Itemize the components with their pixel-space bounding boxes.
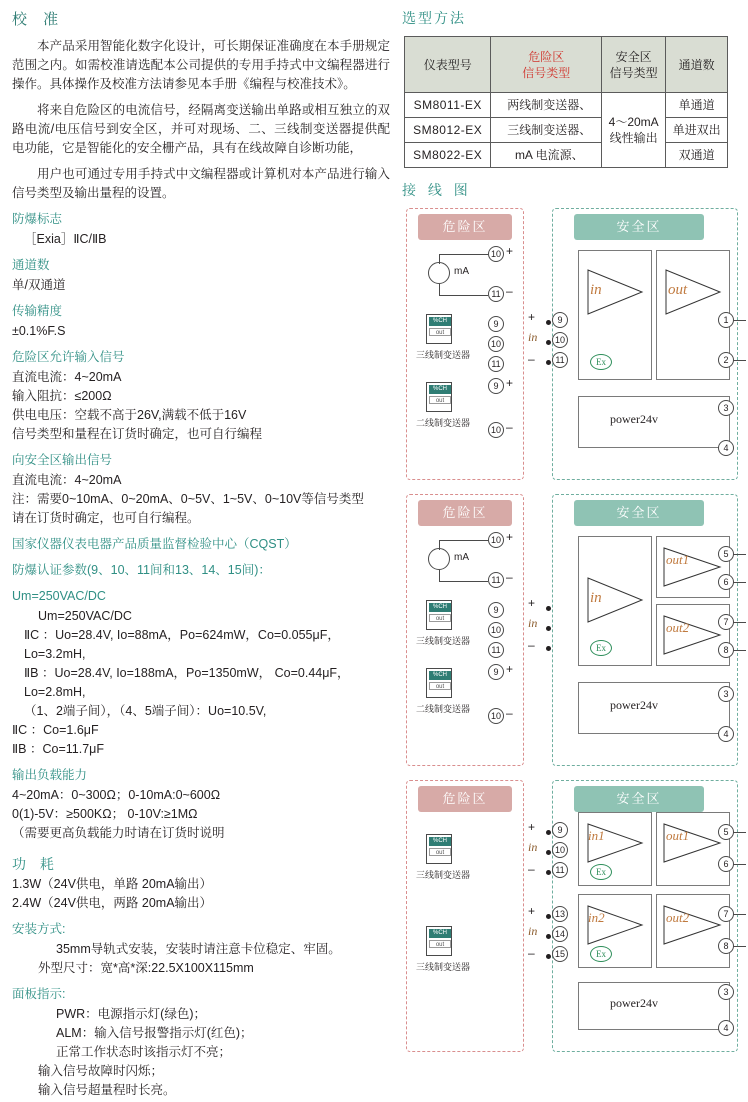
section-heading: 向安全区输出信号 <box>12 453 113 467</box>
transmitter-bar: %CH <box>429 317 451 326</box>
terminal-out-3: 3 <box>718 984 734 1000</box>
terminal-10: 10 <box>488 246 504 262</box>
section-heading: 安装方式: <box>12 922 66 936</box>
terminal-10c: 10 <box>488 422 504 438</box>
terminal-out-6: 6 <box>718 856 734 872</box>
section-heading: 通道数 <box>12 258 50 272</box>
section-line: ±0.1%F.S <box>12 324 66 338</box>
terminal-10d: 10 <box>552 332 568 348</box>
three-wire-caption: 三线制变送器 <box>416 636 471 646</box>
section-line: 正常工作状态时该指示灯不亮； <box>56 1045 232 1059</box>
minus-sign: – <box>506 706 513 720</box>
in-label: in <box>590 282 602 298</box>
section-line: 请在订货时确定，也可自行编程。 <box>12 511 200 525</box>
terminal-10b: 10 <box>488 336 504 352</box>
col-model: 仪表型号 <box>405 37 491 93</box>
three-wire-caption-1: 三线制变送器 <box>416 870 471 880</box>
plus-sign: + <box>506 662 514 676</box>
col-hazard-line2: 信号类型 <box>522 65 571 80</box>
ex-badge-icon: Ex <box>590 640 612 656</box>
minus-sign: – <box>506 284 513 298</box>
terminal-out-7: 7 <box>718 906 734 922</box>
right-column <box>400 6 744 1062</box>
power-label: power24v <box>610 412 658 426</box>
terminal-out-3: 3 <box>718 686 734 702</box>
col-hazard-signal <box>491 37 602 93</box>
cell-channels: 双通道 <box>666 143 728 168</box>
terminal-out-3: 3 <box>718 400 734 416</box>
safe-signal-line1: 4～20mA <box>608 115 659 129</box>
terminal-10c: 10 <box>488 708 504 724</box>
terminal-10: 10 <box>488 532 504 548</box>
section-line: ALM：输入信号报警指示灯(红色)； <box>56 1026 253 1040</box>
cqst-line: ⅡC ：Uo=28.4V, Io=88mA，Po=624mW，Co=0.055μF，Lo=3.2mH, <box>24 628 340 661</box>
terminal-out-6: 6 <box>718 574 734 590</box>
wiring-diagram-3 <box>402 776 742 1058</box>
in-label-small: in <box>528 840 538 854</box>
wiring-diagram-1 <box>402 204 742 486</box>
section-line: 4~20mA：0~300Ω；0-10mA:0~600Ω <box>12 788 221 802</box>
terminal-out-8: 8 <box>718 642 734 658</box>
out1-label: out1 <box>666 552 690 567</box>
section-line: 2.4W（24V供电，两路 20mA输出） <box>12 896 213 910</box>
terminal-out-5: 5 <box>718 824 734 840</box>
section-line: 供电电压：空载不高于26V,满载不低于16V <box>12 408 247 422</box>
transmitter-bar: %CH <box>429 929 451 938</box>
minus-sign: – <box>528 946 535 960</box>
col-safe-line1: 安全区 <box>615 49 652 64</box>
hazard-zone-label: 危险区 <box>418 786 512 812</box>
transmitter-icon-2 <box>426 382 452 412</box>
safe-signal-line2: 线性输出 <box>609 131 658 145</box>
col-hazard-line1: 危险区 <box>528 49 565 64</box>
section-safe-output <box>12 451 390 528</box>
paragraph-3: 用户也可通过专用手持式中文编程器或计算机对本产品进行输入信号类型及输出量程的设置。 <box>12 167 390 200</box>
wiring-diagram-2 <box>402 490 742 772</box>
section-line: 直流电流：4~20mA <box>12 473 122 487</box>
transmitter-bar: %CH <box>429 671 451 680</box>
section-cqst <box>12 535 390 759</box>
section-channels <box>12 256 390 295</box>
terminal-13: 13 <box>552 906 568 922</box>
cell-hazard-signal: 两线制变送器、 <box>491 93 602 118</box>
ammeter-icon <box>428 548 450 570</box>
cell-hazard-signal: mA 电流源、 <box>491 143 602 168</box>
in-label-small: in <box>528 616 538 630</box>
section-line: 注：需要0~10mA、0~20mA、0~5V、1~5V、0~10V等信号类型 <box>12 492 364 506</box>
section-power-consumption <box>12 855 390 913</box>
cell-channels: 单通道 <box>666 93 728 118</box>
selection-method-title: 选型方法 <box>402 10 466 26</box>
in-label-small-2: in <box>528 924 538 938</box>
section-heading: 输出负载能力 <box>12 768 88 782</box>
transmitter-icon-2 <box>426 926 452 956</box>
cqst-title-1: 国家仪器仪表电器产品质量监督检验中心（CQST） <box>12 537 297 551</box>
in2-label: in2 <box>588 910 605 925</box>
in-label-small: in <box>528 330 538 344</box>
plus-sign: + <box>528 904 536 918</box>
terminal-9b: 9 <box>488 378 504 394</box>
section-accuracy <box>12 302 390 341</box>
section-load-capacity <box>12 766 390 843</box>
cell-safe-signal <box>602 93 666 168</box>
minus-sign: – <box>528 862 535 876</box>
table-row <box>405 118 728 143</box>
minus-sign: – <box>528 352 535 366</box>
plus-sign: + <box>506 376 514 390</box>
table-row <box>405 93 728 118</box>
section-heading: 面板指示: <box>12 987 66 1001</box>
section-heading: 防爆标志 <box>12 212 63 226</box>
transmitter-icon-1 <box>426 834 452 864</box>
terminal-9: 9 <box>488 316 504 332</box>
col-safe-line2: 信号类型 <box>609 65 658 80</box>
cqst-line: （1、2端子间），（4、5端子间）：Uo=10.5V, <box>24 704 267 718</box>
terminal-11: 11 <box>488 286 504 302</box>
cell-model: SM8011-EX <box>405 93 491 118</box>
ma-caption: mA <box>454 266 469 277</box>
wiring-diagram-title: 接 线 图 <box>402 182 472 198</box>
section-line: 输入信号超量程时长亮。 <box>38 1083 176 1097</box>
safe-zone-label: 安全区 <box>574 786 704 812</box>
terminal-11: 11 <box>552 862 568 878</box>
terminal-out-5: 5 <box>718 546 734 562</box>
section-line: 35mm导轨式安装，安装时请注意卡位稳定、牢固。 <box>56 942 341 956</box>
in1-label: in1 <box>588 828 605 843</box>
section-install <box>12 920 390 978</box>
cell-channels: 单进双出 <box>666 118 728 143</box>
hazard-zone-label: 危险区 <box>418 500 512 526</box>
ex-badge-icon: Ex <box>590 354 612 370</box>
transmitter-icon-2 <box>426 668 452 698</box>
col-safe-signal <box>602 37 666 93</box>
two-wire-caption: 二线制变送器 <box>416 418 471 428</box>
section-line: 1.3W（24V供电，单路 20mA输出） <box>12 877 213 891</box>
transmitter-bar2: out <box>429 940 451 948</box>
terminal-out-4: 4 <box>718 440 734 456</box>
transmitter-icon <box>426 314 452 344</box>
terminal-10b: 10 <box>488 622 504 638</box>
ammeter-icon <box>428 262 450 284</box>
minus-sign: – <box>506 420 513 434</box>
section-line: （需要更高负载能力时请在订货时说明 <box>12 826 225 840</box>
section-line: 0(1)-5V：≥500KΩ； 0-10V:≥1MΩ <box>12 807 198 821</box>
cqst-title-2: 防爆认证参数(9、10、11间和13、14、15间)： <box>12 563 271 577</box>
transmitter-bar: %CH <box>429 385 451 394</box>
paragraph-2: 将来自危险区的电流信号，经隔离变送输出单路或相互独立的双路电流/电压信号到安全区，并可对现场、二、三线制变送器提供配电功能，它是智能化的安全栅产品，具有在线故障自诊断功能， <box>12 103 390 155</box>
terminal-out-4: 4 <box>718 1020 734 1036</box>
cell-model: SM8022-EX <box>405 143 491 168</box>
safe-zone-label: 安全区 <box>574 214 704 240</box>
two-wire-caption: 二线制变送器 <box>416 704 471 714</box>
terminal-out-4: 4 <box>718 726 734 742</box>
paragraph-1: 本产品采用智能化数字化设计，可长期保证准确度在本手册规定范围之内。如需校准请选配本公司提供的专用手持式中文编程器进行操作。具体操作及校准方法请参见本手册《编程与校准技术》。 <box>12 39 390 91</box>
page-title: 校 准 <box>12 11 65 28</box>
terminal-14: 14 <box>552 926 568 942</box>
terminal-out-1: 1 <box>718 312 734 328</box>
cell-model: SM8012-EX <box>405 118 491 143</box>
minus-sign: – <box>528 638 535 652</box>
hazard-zone-label: 危险区 <box>418 214 512 240</box>
ex-badge-icon-2: Ex <box>590 946 612 962</box>
plus-sign: + <box>506 530 514 544</box>
transmitter-bar2: out <box>429 614 451 622</box>
section-line: 外型尺寸：宽*高*深:22.5X100X115mm <box>38 961 254 975</box>
section-heading: 功 耗 <box>12 856 59 872</box>
left-column <box>6 6 396 1102</box>
safe-zone-label: 安全区 <box>574 500 704 526</box>
cqst-line: ⅡB ：Co=11.7μF <box>12 742 104 756</box>
terminal-out-7: 7 <box>718 614 734 630</box>
transmitter-bar2: out <box>429 396 451 404</box>
in-label: in <box>590 590 602 606</box>
terminal-11b: 11 <box>488 642 504 658</box>
cqst-title-3: Um=250VAC/DC <box>12 589 106 603</box>
plus-sign: + <box>506 244 514 258</box>
terminal-11b: 11 <box>488 356 504 372</box>
table-row <box>405 143 728 168</box>
model-selection-table <box>404 36 728 168</box>
plus-sign: + <box>528 310 536 324</box>
power-label: power24v <box>610 698 658 712</box>
section-line: PWR：电源指示灯(绿色)； <box>56 1007 206 1021</box>
transmitter-bar2: out <box>429 328 451 336</box>
section-heading: 危险区允许输入信号 <box>12 350 125 364</box>
transmitter-bar2: out <box>429 682 451 690</box>
section-line: ［Exia］ⅡC/ⅡB <box>24 232 107 246</box>
ex-badge-icon-1: Ex <box>590 864 612 880</box>
section-heading: 传输精度 <box>12 304 63 318</box>
terminal-11: 11 <box>488 572 504 588</box>
terminal-9b: 9 <box>488 664 504 680</box>
plus-sign: + <box>528 596 536 610</box>
section-line: 信号类型和量程在订货时确定，也可自行编程 <box>12 427 263 441</box>
transmitter-bar: %CH <box>429 603 451 612</box>
terminal-10: 10 <box>552 842 568 858</box>
transmitter-bar: %CH <box>429 837 451 846</box>
hazard-zone-box <box>406 780 524 1052</box>
section-hazard-input <box>12 348 390 444</box>
section-explosion-mark <box>12 210 390 249</box>
plus-sign: + <box>528 820 536 834</box>
terminal-out-2: 2 <box>718 352 734 368</box>
col-channels: 通道数 <box>666 37 728 93</box>
power-label: power24v <box>610 996 658 1010</box>
transmitter-bar2: out <box>429 848 451 856</box>
transmitter-icon <box>426 600 452 630</box>
section-line: 单/双通道 <box>12 278 66 292</box>
terminal-11c: 11 <box>552 352 568 368</box>
section-line: 输入阻抗：≤200Ω <box>12 389 112 403</box>
three-wire-caption: 三线制变送器 <box>416 350 471 360</box>
out2-label: out2 <box>666 910 690 925</box>
ma-caption: mA <box>454 552 469 563</box>
cell-hazard-signal: 三线制变送器、 <box>491 118 602 143</box>
out1-label: out1 <box>666 828 690 843</box>
terminal-9: 9 <box>488 602 504 618</box>
cqst-line: ⅡC ：Co=1.6μF <box>12 723 99 737</box>
terminal-out-8: 8 <box>718 938 734 954</box>
minus-sign: – <box>506 570 513 584</box>
section-panel-indicators <box>12 985 390 1100</box>
out-label: out <box>668 282 688 298</box>
out2-label: out2 <box>666 620 690 635</box>
terminal-9c: 9 <box>552 312 568 328</box>
cqst-line: ⅡB ：Uo=28.4V, Io=188mA，Po=1350mW， Co=0.44μF，Lo=2.8mH, <box>24 666 350 699</box>
section-line: 直流电流：4~20mA <box>12 370 122 384</box>
terminal-9: 9 <box>552 822 568 838</box>
cqst-line: Um=250VAC/DC <box>38 609 132 623</box>
table-header-row <box>405 37 728 93</box>
terminal-15: 15 <box>552 946 568 962</box>
three-wire-caption-2: 三线制变送器 <box>416 962 471 972</box>
section-line: 输入信号故障时闪烁； <box>38 1064 164 1078</box>
